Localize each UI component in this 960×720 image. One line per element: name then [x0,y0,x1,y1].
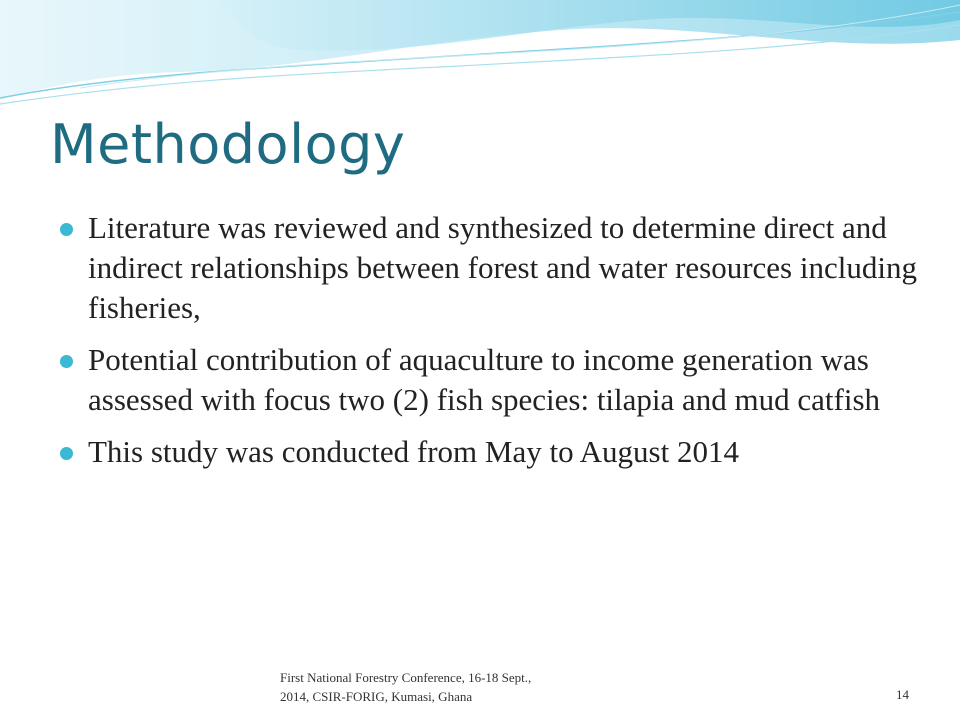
bullet-list [60,208,920,484]
bullet-item [60,340,920,420]
bullet-item [60,208,920,328]
footer-line-1: First National Forestry Conference, 16-18 Sept., [280,670,532,685]
bullet-item [60,432,920,472]
slide-title: Methodology [50,113,406,176]
header-wave-decoration [0,0,960,130]
bullet-text: Potential contribution of aquaculture to income generation was assessed with focus two (2) fish species: tilapia and mud catfish [88,342,881,417]
bullet-dot-icon [60,223,73,236]
bullet-text: This study was conducted from May to August 2014 [88,434,739,469]
footer-line-2: 2014, CSIR-FORIG, Kumasi, Ghana [280,689,473,704]
page-number: 14 [896,687,909,702]
bullet-dot-icon [60,447,73,460]
footer-text [280,668,620,706]
bullet-dot-icon [60,355,73,368]
bullet-text: Literature was reviewed and synthesized to determine direct and indirect relationships between forest and water resources including fisheries, [88,210,917,325]
